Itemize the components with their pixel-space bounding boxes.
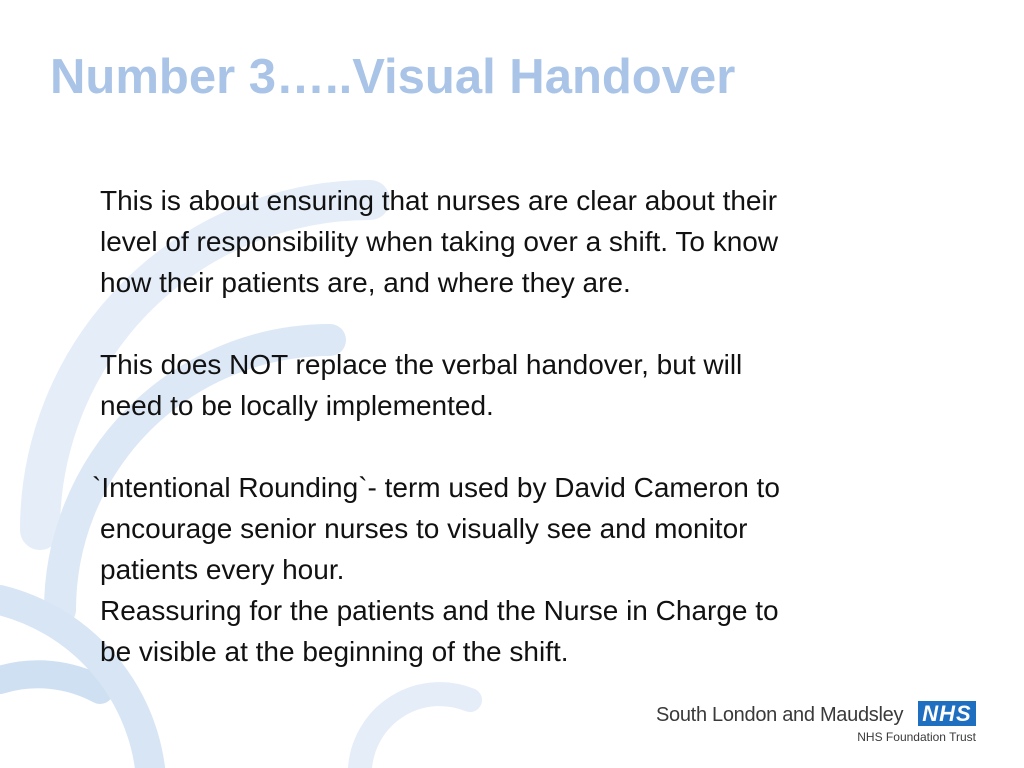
slide-body (92, 180, 950, 672)
body-line: Reassuring for the patients and the Nurse in Charge to (100, 595, 779, 626)
body-line: how their patients are, and where they are. (100, 267, 631, 298)
logo-subtitle: NHS Foundation Trust (857, 730, 976, 744)
body-line: need to be locally implemented. (100, 390, 494, 421)
body-line: `Intentional Rounding`- term used by David Cameron to (92, 472, 780, 503)
body-line: level of responsibility when taking over a shift. To know (100, 226, 779, 257)
body-line: This is about ensuring that nurses are clear about their (100, 185, 778, 216)
slide-title: Number 3…..Visual Handover (50, 50, 736, 104)
logo-organisation-name: South London and Maudsley (656, 704, 904, 726)
paragraph-spacer (100, 303, 950, 344)
body-line: be visible at the beginning of the shift. (100, 636, 569, 667)
nhs-trust-logo (656, 701, 978, 747)
body-line: This does NOT replace the verbal handover, but will (100, 349, 743, 380)
background-arc-bottom (360, 694, 470, 768)
paragraph-spacer (100, 426, 950, 467)
background-arc-inner (0, 674, 100, 690)
nhs-badge: NHS (918, 701, 976, 726)
body-line: patients every hour. (100, 554, 345, 585)
body-line: encourage senior nurses to visually see and monitor (100, 513, 748, 544)
